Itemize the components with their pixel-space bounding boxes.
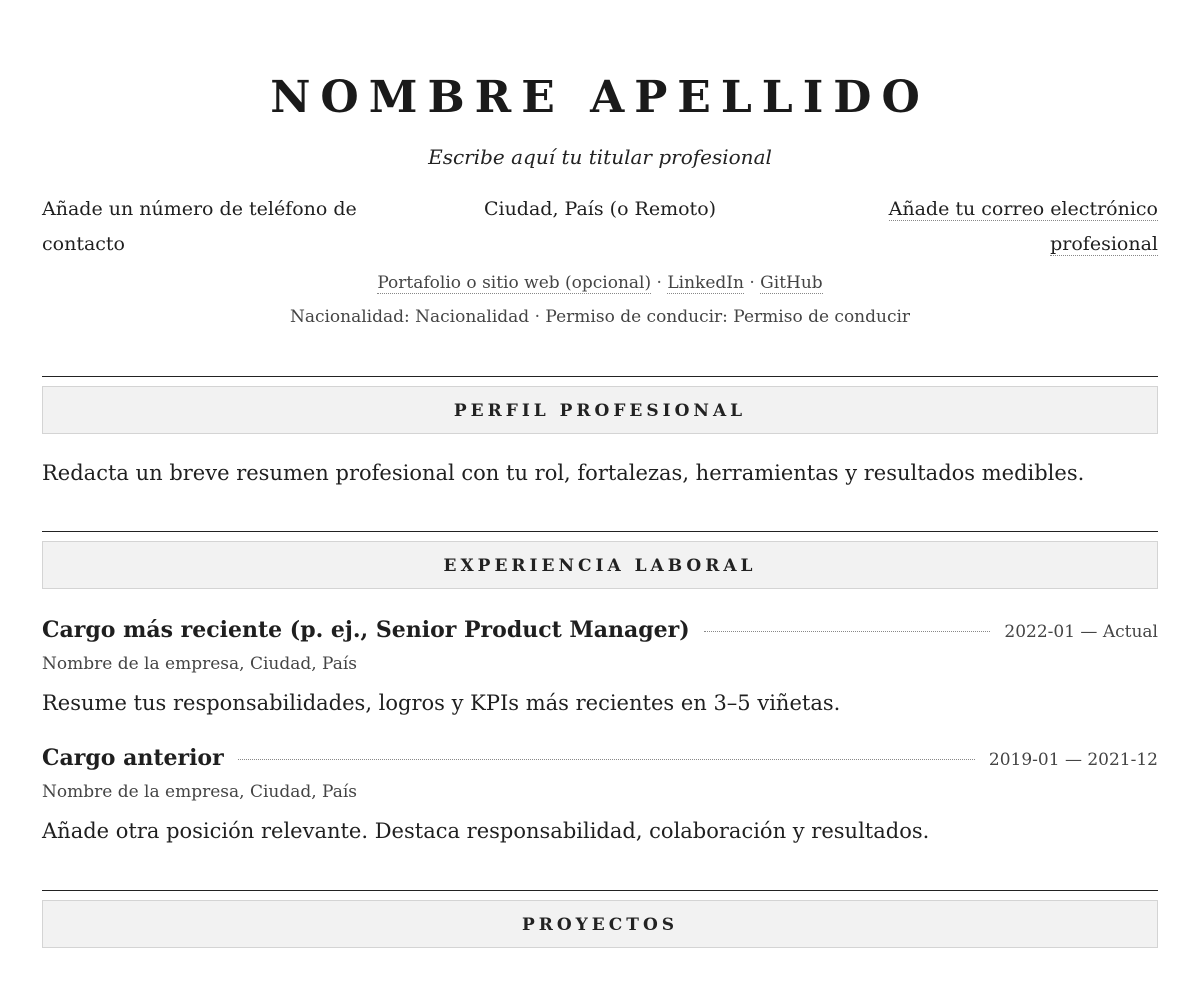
section-projects [42, 890, 1158, 948]
contact-location-text: Ciudad, País (o Remoto) [483, 198, 717, 220]
dotted-leader [238, 759, 975, 760]
full-name: NOMBRE APELLIDO [270, 72, 930, 123]
meta-separator: · [534, 307, 541, 327]
job-title: Cargo más reciente (p. ej., Senior Product Manager) [42, 617, 690, 643]
job-entry [42, 743, 1158, 845]
job-header [42, 743, 1158, 773]
section-divider [42, 890, 1158, 891]
links-row [42, 268, 1158, 298]
job-title: Cargo anterior [42, 745, 224, 771]
job-description: Añade otra posición relevante. Destaca responsabilidad, colaboración y resultados. [42, 819, 930, 843]
job-dates: 2019-01 — 2021-12 [988, 750, 1158, 770]
professional-headline: Escribe aquí tu titular profesional [428, 145, 772, 169]
linkedin-link[interactable]: LinkedIn [667, 273, 744, 293]
job-entry [42, 615, 1158, 717]
nationality: Nacionalidad: Nacionalidad [289, 307, 530, 327]
section-title-experience: EXPERIENCIA LABORAL [42, 541, 1158, 589]
section-experience [42, 531, 1158, 845]
profile-summary: Redacta un breve resumen profesional con tu rol, fortalezas, herramientas y resultados medibles. [42, 461, 1085, 485]
github-link[interactable]: GitHub [760, 273, 823, 293]
portfolio-link[interactable]: Portafolio o sitio web (opcional) [377, 273, 652, 293]
job-dates: 2022-01 — Actual [1004, 622, 1158, 642]
section-profile [42, 376, 1158, 488]
contact-email-link[interactable]: Añade tu correo electrónico profesional [888, 198, 1158, 255]
contact-email[interactable] [868, 192, 1158, 262]
contact-phone: Añade un número de teléfono de contacto [42, 198, 357, 255]
job-company: Nombre de la empresa, Ciudad, País [42, 782, 358, 802]
meta-row [42, 304, 1158, 330]
section-divider [42, 376, 1158, 377]
links-separator: · [749, 273, 755, 293]
section-title-profile: PERFIL PROFESIONAL [42, 386, 1158, 434]
section-title-projects: PROYECTOS [42, 900, 1158, 948]
resume-page [42, 0, 1158, 948]
section-divider [42, 531, 1158, 532]
driving-license: Permiso de conducir: Permiso de conducir [545, 307, 911, 327]
contact-row [42, 192, 1158, 266]
links-separator: · [656, 273, 662, 293]
job-description: Resume tus responsabilidades, logros y KPIs más recientes en 3–5 viñetas. [42, 691, 841, 715]
job-company: Nombre de la empresa, Ciudad, País [42, 654, 358, 674]
job-header [42, 615, 1158, 645]
dotted-leader [704, 631, 991, 632]
